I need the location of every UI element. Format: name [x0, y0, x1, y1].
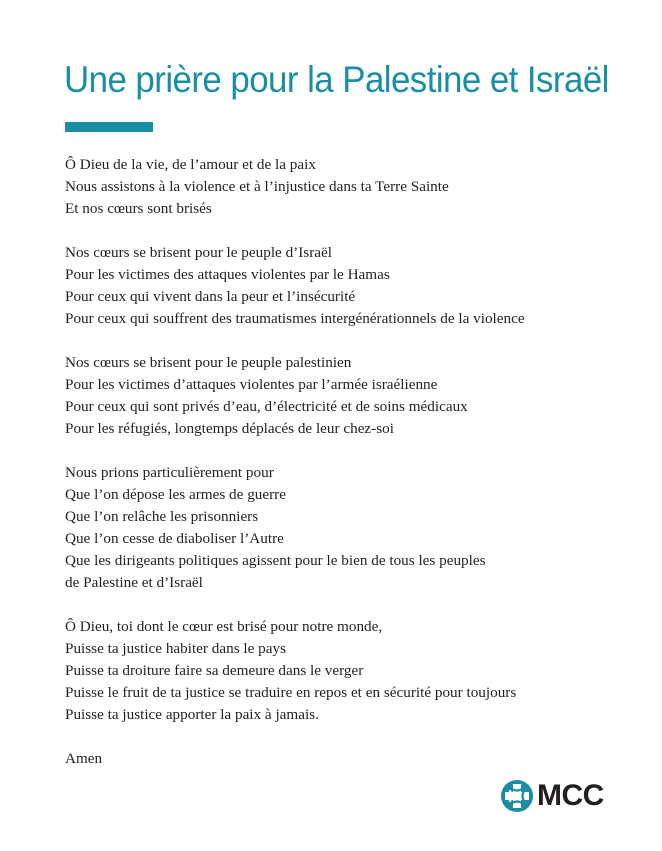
prayer-line: Puisse ta droiture faire sa demeure dans le verger — [65, 662, 364, 679]
prayer-line: Puisse le fruit de ta justice se traduire en repos et en sécurité pour toujours — [65, 684, 517, 701]
prayer-line: Pour les victimes des attaques violentes par le Hamas — [65, 266, 390, 283]
page-title: Une prière pour la Palestine et Israël — [64, 58, 609, 100]
stanza — [65, 352, 645, 440]
prayer-line: Que l’on cesse de diaboliser l’Autre — [65, 530, 284, 547]
prayer-line: Pour les victimes d’attaques violentes par l’armée israélienne — [65, 376, 438, 393]
logo-text: MCC — [537, 779, 604, 812]
prayer-line: Ô Dieu de la vie, de l’amour et de la paix — [65, 156, 316, 173]
prayer-line: Et nos cœurs sont brisés — [65, 200, 212, 217]
prayer-line: Nous prions particulièrement pour — [65, 464, 274, 481]
title-accent-bar — [65, 122, 153, 132]
stanza — [65, 154, 645, 220]
prayer-line: Pour ceux qui sont privés d’eau, d’électricité et de soins médicaux — [65, 398, 468, 415]
stanza — [65, 616, 645, 726]
prayer-line: Pour les réfugiés, longtemps déplacés de leur chez-soi — [65, 420, 394, 437]
prayer-line: Que l’on dépose les armes de guerre — [65, 486, 286, 503]
amen-line: Amen — [65, 750, 103, 767]
prayer-line: Pour ceux qui souffrent des traumatismes intergénérationnels de la violence — [65, 310, 525, 327]
prayer-line: Pour ceux qui vivent dans la peur et l’insécurité — [65, 288, 356, 305]
prayer-line: Nos cœurs se brisent pour le peuple palestinien — [65, 354, 352, 371]
stanza — [65, 242, 645, 330]
prayer-line: Nous assistons à la violence et à l’injustice dans ta Terre Sainte — [65, 178, 449, 195]
prayer-line: Ô Dieu, toi dont le cœur est brisé pour notre monde, — [65, 618, 383, 635]
mcc-cross-logo-icon — [500, 779, 534, 813]
stanza — [65, 748, 645, 770]
prayer-line: de Palestine et d’Israël — [65, 574, 203, 591]
stanza — [65, 462, 645, 594]
prayer-line: Nos cœurs se brisent pour le peuple d’Israël — [65, 244, 332, 261]
mcc-logo — [500, 778, 604, 814]
prayer-line: Que l’on relâche les prisonniers — [65, 508, 259, 525]
prayer-line: Que les dirigeants politiques agissent pour le bien de tous les peuples — [65, 552, 486, 569]
prayer-body — [65, 154, 645, 792]
prayer-line: Puisse ta justice habiter dans le pays — [65, 640, 287, 657]
prayer-line: Puisse ta justice apporter la paix à jamais. — [65, 706, 319, 723]
